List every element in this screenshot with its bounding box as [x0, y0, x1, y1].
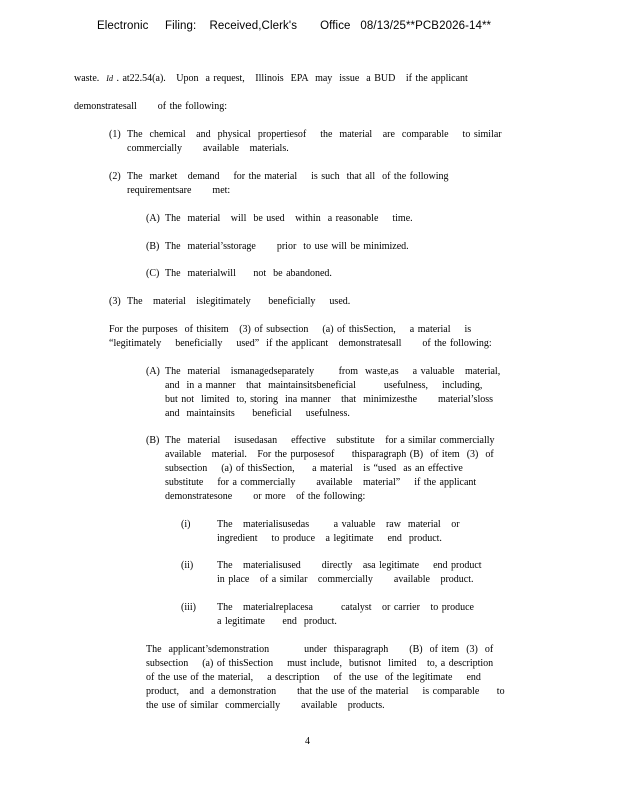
page-number: 4	[305, 736, 310, 747]
id-citation: Id	[106, 74, 113, 83]
sub-a-text: The material ismanagedseparately from waste,as a valuable material, and in a manner that maintainsitsbeneficial usefulness, including, but not limited to, storing ina manner that minimizesthe material’sloss and maintainsits beneficial usefulness.	[165, 366, 504, 419]
purposes-paragraph: For the purposes of thisitem (3) of subsection (a) of thisSection, a material is “legitimately beneficially used” if the applicant demonstratesall of the following:	[109, 324, 492, 349]
sub-b-text: The material isusedasan effective substitute for a similar commercially available material. For the purposesof thisparagraph (B) of item (3) of subsection (a) of thisSection, a material is “used as an effective substitute for a commercially available material” if the applicant demonstratesone or more of the following:	[165, 435, 516, 502]
item-3-label: (3)	[109, 296, 121, 307]
item-1-text: The chemical and physical propertiesof the material are comparable to similar commercially available materials.	[127, 129, 506, 154]
item-2-sub-b-text: The material’sstorage prior to use will be minimized.	[165, 241, 409, 252]
item-2-sub-c-label: (C)	[146, 268, 160, 279]
roman-i-text: The materialisusedas a valuable raw material or ingredient to produce a legitimate end product.	[217, 519, 464, 544]
intro-post: . at22.54(a). Upon a request, Illinois EPA may issue a BUD if the applicant	[112, 73, 468, 84]
item-3-text: The material islegitimately beneficially used.	[127, 296, 351, 307]
roman-iii-label: (iii)	[181, 602, 196, 613]
item-1-label: (1)	[109, 129, 121, 140]
item-2-sub-b-label: (B)	[146, 241, 160, 252]
item-2-text: The market demand for the material is such that all of the following requirementsare met:	[127, 171, 453, 196]
closing-paragraph: The applicant’sdemonstration under thisparagraph (B) of item (3) of subsection (a) of thisSection must include, butisnot limited to, a description of the use of the material, a description of the use of the legitimate end product, and a demonstration that the use of the material is comparable to the use of similar commercially available products.	[146, 644, 511, 711]
intro-pre: waste.	[74, 73, 107, 84]
item-2-sub-a-text: The material will be used within a reasonable time.	[165, 213, 413, 224]
item-2-sub-a-label: (A)	[146, 213, 160, 224]
filing-header: Electronic Filing: Received,Clerk's Office 08/13/25**PCB2026-14**	[97, 20, 492, 32]
item-2-label: (2)	[109, 171, 121, 182]
roman-i-label: (i)	[181, 519, 191, 530]
roman-ii-label: (ii)	[181, 560, 194, 571]
sub-a-label: (A)	[146, 366, 160, 377]
sub-b-label: (B)	[146, 435, 160, 446]
intro-line-2: demonstratesall of the following:	[74, 101, 227, 112]
roman-iii-text: The materialreplacesa catalyst or carrier to produce a legitimate end product.	[217, 602, 488, 627]
roman-ii-text: The materialisused directly asa legitimate end product in place of a similar commercially available product.	[217, 560, 496, 585]
item-2-sub-c-text: The materialwill not be abandoned.	[165, 268, 332, 279]
intro-line-1	[74, 72, 514, 86]
